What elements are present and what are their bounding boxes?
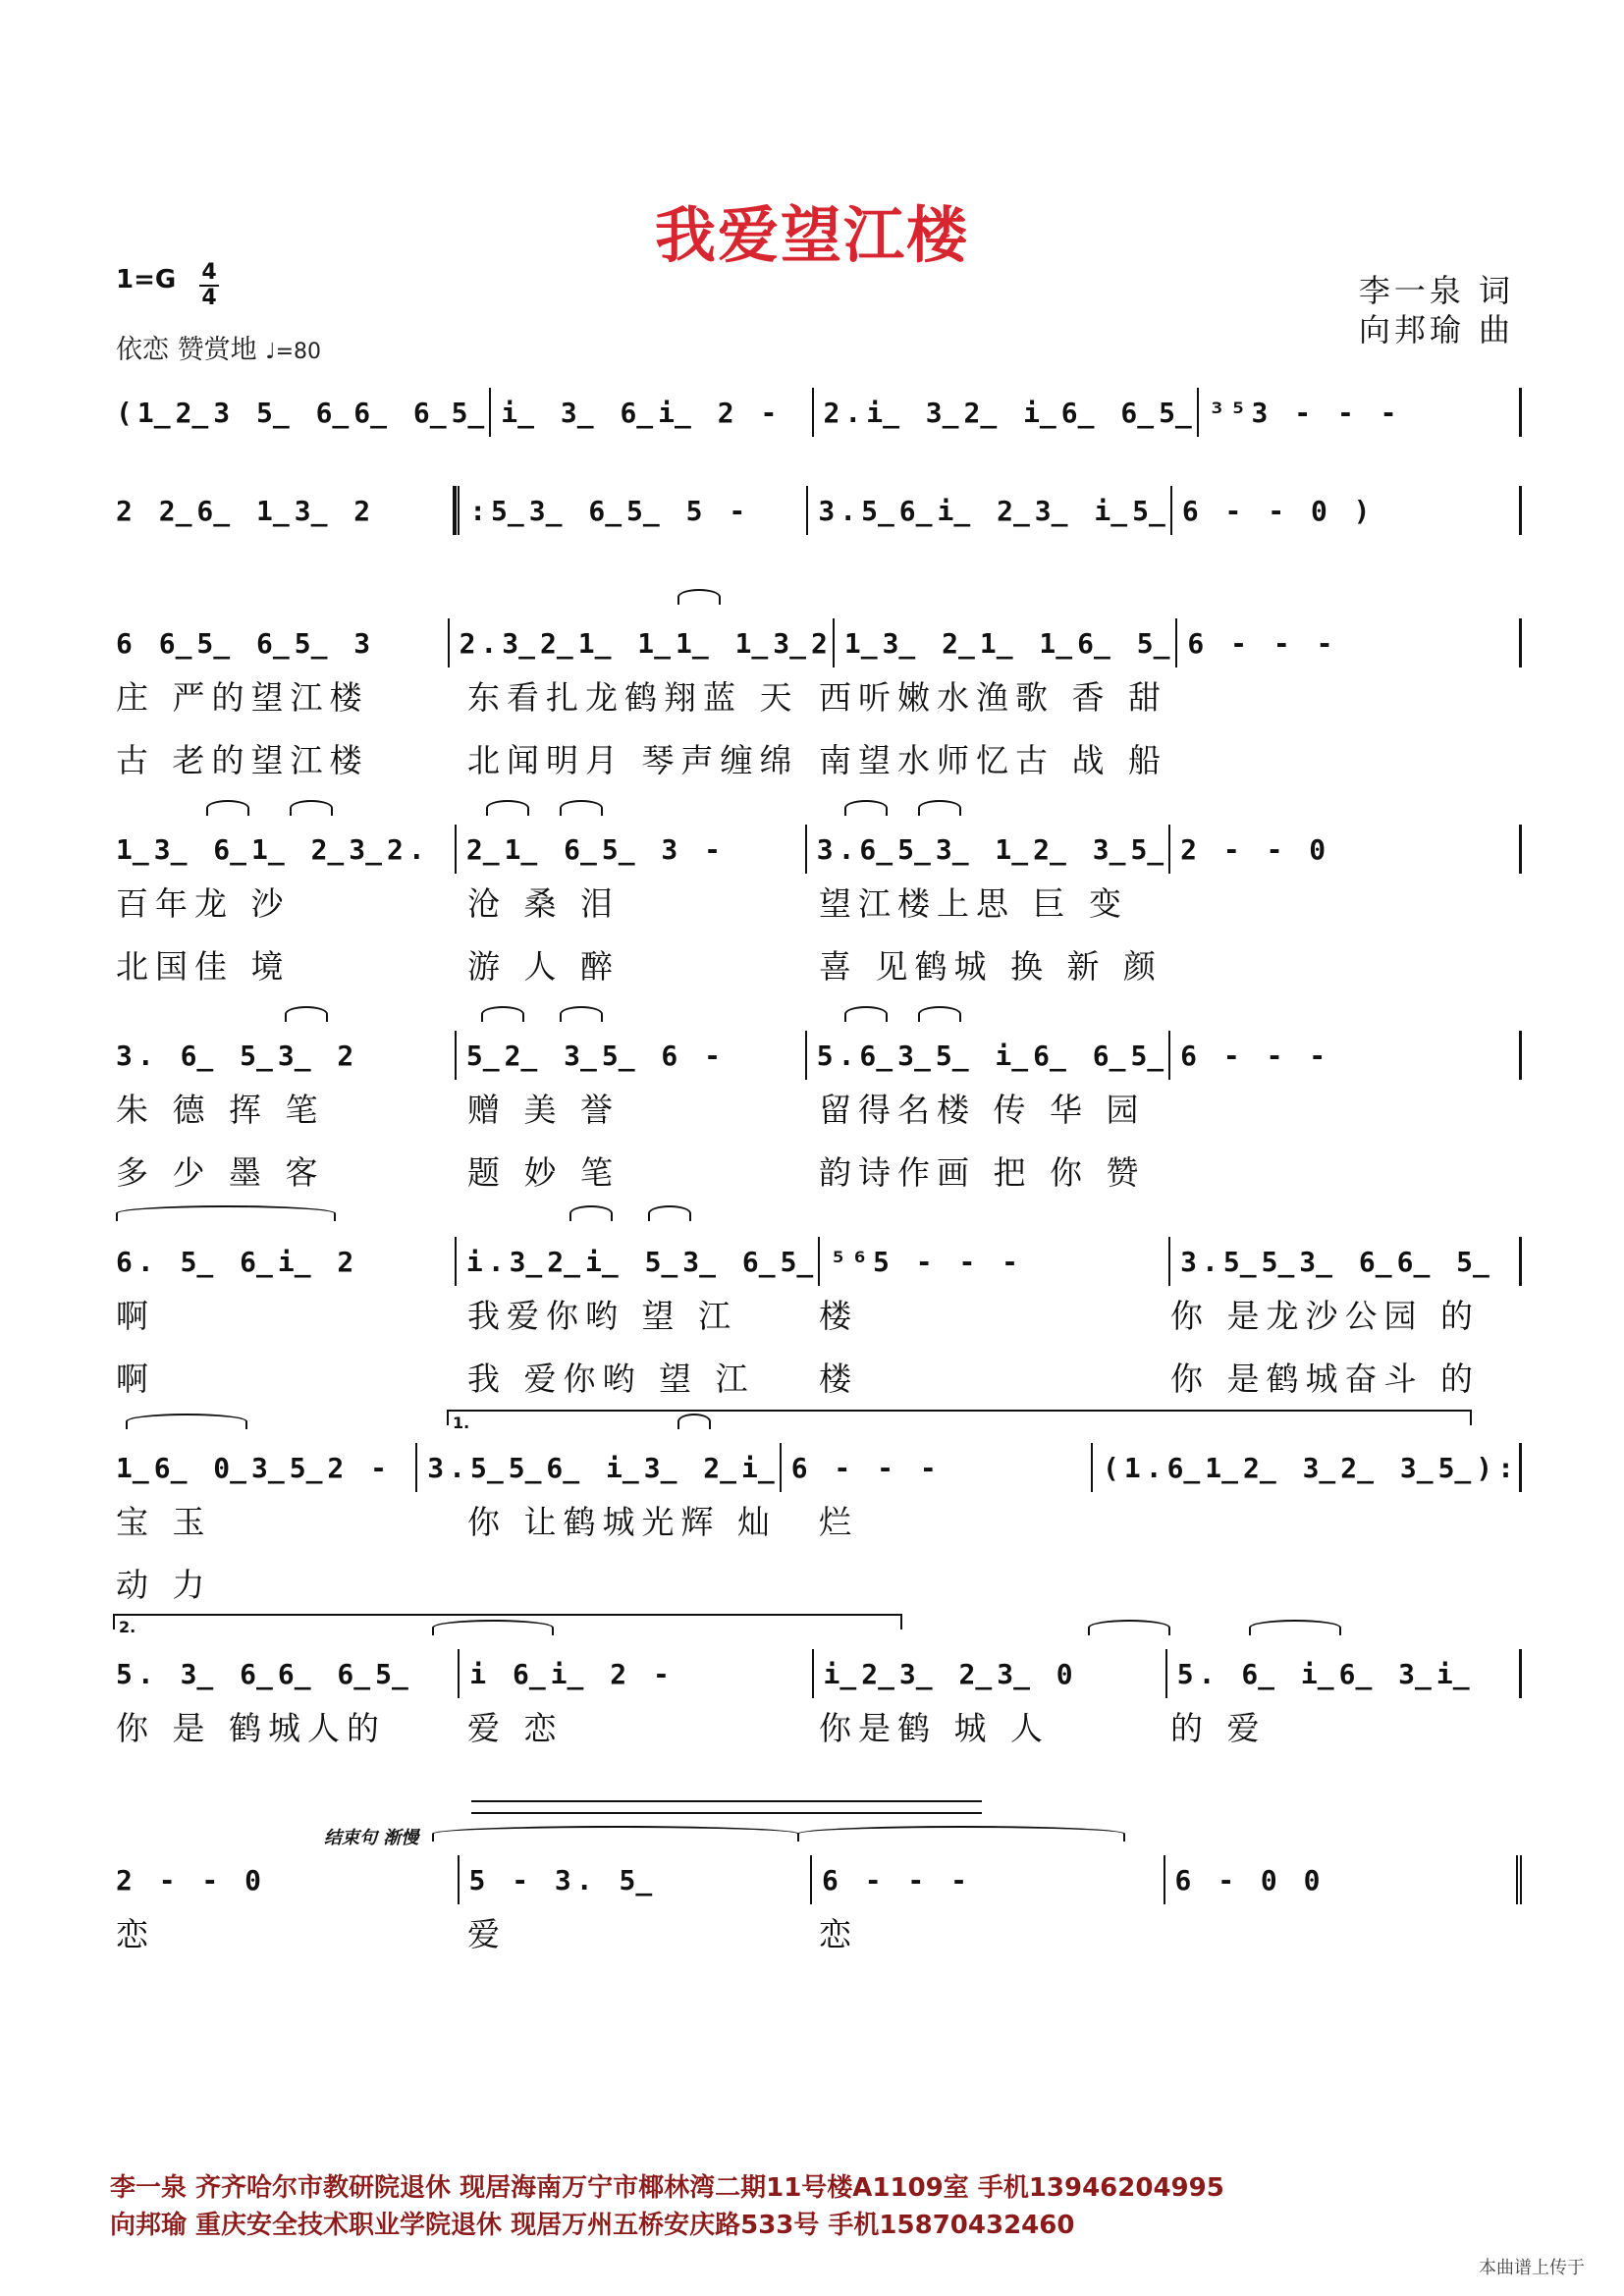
measure: 3.6̲5̲3̲ 1̲2̲ 3̲5̲: [807, 825, 1170, 874]
slur-mark: [432, 1826, 799, 1842]
measure: i̲2̲3̲ 2̲3̲ 0: [814, 1649, 1167, 1698]
lyric-line: [116, 880, 1522, 923]
slur-mark: [285, 1006, 328, 1022]
score-system: [116, 1649, 1522, 1747]
measure: 6 - - -: [1170, 1031, 1522, 1080]
measure: 5.6̲3̲5̲ i̲6̲ 6̲5̲: [807, 1031, 1170, 1080]
measure: 2 - - 0: [116, 1855, 460, 1904]
lyric-segment: 楼: [819, 1296, 858, 1335]
measure: 1̲3̲ 2̲1̲ 1̲6̲ 5̲: [835, 618, 1178, 667]
notation-row: [116, 1031, 1522, 1080]
lyric-segment: 爱: [467, 1914, 507, 1953]
lyric-segment: 北国佳 境: [116, 946, 291, 986]
lyric-segment: 你 是鹤城奋斗 的: [1170, 1359, 1480, 1398]
composer-credit: 向邦瑜 曲: [1358, 311, 1514, 348]
slur-mark: [569, 1205, 613, 1221]
lyric-line: [116, 942, 1522, 986]
measure: 5. 6̲ i̲6̲ 3̲i̲: [1167, 1649, 1522, 1698]
song-title: 我爱望江楼: [654, 199, 969, 271]
lyric-segment: 恋: [116, 1914, 155, 1953]
volta-bracket: [113, 1614, 902, 1629]
decrescendo-mark: [471, 1800, 982, 1814]
score-system: [116, 1031, 1522, 1192]
lyric-segment: 楼: [819, 1359, 858, 1398]
slur-mark: [648, 1205, 691, 1221]
measure: 6. 5̲ 6̲i̲ 2: [116, 1237, 457, 1286]
notation-row: [116, 618, 1522, 667]
measure: 2.i̲ 3̲2̲ i̲6̲ 6̲5̲: [814, 388, 1199, 437]
measure: 6 - 0 0: [1165, 1855, 1523, 1904]
slur-mark: [844, 1006, 888, 1022]
measure: 1̲6̲ 0̲3̲5̲2 -: [116, 1443, 417, 1492]
measure: 6 - - -: [1177, 618, 1522, 667]
measure: 1̲3̲ 6̲1̲ 2̲3̲2.: [116, 825, 457, 874]
lyric-segment: 赠 美 誉: [467, 1090, 620, 1129]
lyric-segment: 你是鹤 城 人: [819, 1708, 1050, 1747]
measure: 3.5̲6̲i̲ 2̲3̲ i̲5̲: [808, 486, 1171, 535]
lyric-segment: 的 爱: [1170, 1708, 1267, 1747]
lyric-segment: 韵诗作画 把 你 赞: [819, 1152, 1146, 1192]
volta-label: 2.: [119, 1618, 136, 1636]
lyric-line: [116, 1498, 1522, 1541]
measure: ³⁵3 - - -: [1199, 388, 1522, 437]
slur-mark: [290, 800, 333, 816]
measure: 5. 3̲ 6̲6̲ 6̲5̲: [116, 1649, 460, 1698]
lyric-segment: 南望水师忆古 战 船: [819, 740, 1167, 779]
measure: i 6̲i̲ 2 -: [460, 1649, 813, 1698]
key-signature: 1=G: [116, 265, 177, 294]
lyric-line: [116, 1086, 1522, 1129]
slur-mark: [918, 1006, 961, 1022]
measure: 6 - - -: [812, 1855, 1165, 1904]
volta-label: 1.: [453, 1414, 470, 1432]
slur-mark: [560, 800, 603, 816]
lyric-segment: 我 爱你哟 望 江: [467, 1359, 755, 1398]
measure: 6 - - -: [782, 1443, 1093, 1492]
slur-mark: [116, 1205, 336, 1221]
footer-composer-info: 向邦瑜 重庆安全技术职业学院退休 现居万州五桥安庆路533号 手机15870432460: [110, 2211, 1075, 2240]
lyric-segment: 古 老的望江楼: [116, 740, 369, 779]
lyric-segment: 啊: [116, 1359, 155, 1398]
tempo-marking: ♩=80: [265, 340, 321, 364]
lyric-line: [116, 673, 1522, 717]
measure: 5̲2̲ 3̲5̲ 6 -: [457, 1031, 807, 1080]
credits: [1359, 271, 1514, 349]
lyric-segment: 东看扎龙鹤翔蓝 天: [467, 677, 799, 717]
measure: 3.5̲5̲3̲ 6̲6̲ 5̲: [1170, 1237, 1522, 1286]
measure: (1̲2̲3 5̲ 6̲6̲ 6̲5̲: [116, 388, 491, 437]
lyric-segment: 宝 玉: [116, 1502, 212, 1541]
expression-marking: [116, 328, 321, 366]
slur-mark: [1088, 1620, 1170, 1635]
slur-mark: [206, 800, 249, 816]
lyric-segment: 百年龙 沙: [116, 883, 291, 923]
lyric-segment: 留得名楼 传 华 园: [819, 1090, 1146, 1129]
lyric-segment: 望江楼上思 巨 变: [819, 883, 1128, 923]
measure: 2 - - 0: [1170, 825, 1522, 874]
slur-mark: [918, 800, 961, 816]
measure: 2 2̲6̲ 1̲3̲ 2: [116, 486, 455, 535]
measure: :5̲3̲ 6̲5̲ 5 -: [455, 486, 808, 535]
lyric-line: [116, 736, 1522, 779]
lyric-segment: 啊: [116, 1296, 155, 1335]
upload-watermark: 本曲谱上传于: [1479, 2258, 1585, 2278]
slur-mark: [1249, 1620, 1341, 1635]
slur-mark: [486, 800, 529, 816]
score-system: [116, 825, 1522, 986]
score-system: [116, 1237, 1522, 1398]
measure: i̲ 3̲ 6̲i̲ 2 -: [491, 388, 813, 437]
measure: 2̲1̲ 6̲5̲ 3 -: [457, 825, 807, 874]
time-top: 4: [201, 260, 217, 285]
slur-mark: [844, 800, 888, 816]
score-system: [116, 1855, 1522, 1953]
expression-text: 依恋 赞赏地: [116, 335, 257, 365]
measure: 5 - 3. 5̲: [460, 1855, 813, 1904]
notation-row: [116, 1649, 1522, 1698]
measure: 6 6̲5̲ 6̲5̲ 3: [116, 618, 450, 667]
score-system: [116, 1443, 1522, 1604]
lyric-segment: 烂: [819, 1502, 858, 1541]
lyric-segment: 你 是 鹤城人的: [116, 1708, 386, 1747]
notation-row: [116, 388, 1522, 437]
measure: ⁵⁶5 - - -: [820, 1237, 1170, 1286]
measure: (1.6̲1̲2̲ 3̲2̲ 3̲5̲):: [1093, 1443, 1522, 1492]
time-signature: [196, 261, 222, 310]
footer-lyricist-info: 李一泉 齐齐哈尔市教研院退休 现居海南万宁市椰林湾二期11号楼A1109室 手机13946204995: [110, 2173, 1224, 2203]
slur-mark: [126, 1414, 247, 1429]
lyric-segment: 北闻明月 琴声缠绵: [467, 740, 799, 779]
measure: 3. 6̲ 5̲3̲ 2: [116, 1031, 457, 1080]
lyricist-credit: 李一泉 词: [1358, 272, 1514, 309]
time-bottom: 4: [201, 286, 217, 310]
lyric-segment: 庄 严的望江楼: [116, 677, 369, 717]
lyric-segment: 沧 桑 泪: [467, 883, 620, 923]
volta-bracket: [447, 1410, 1472, 1425]
lyric-segment: 我爱你哟 望 江: [467, 1296, 737, 1335]
lyric-segment: 喜 见鹤城 换 新 颜: [819, 946, 1163, 986]
measure: i.3̲2̲i̲ 5̲3̲ 6̲5̲: [457, 1237, 820, 1286]
lyric-segment: 动 力: [116, 1565, 212, 1604]
lyric-segment: 恋: [819, 1914, 858, 1953]
lyric-line: [116, 1561, 1522, 1604]
lyric-segment: 你 是龙沙公园 的: [1170, 1296, 1480, 1335]
lyric-segment: 你 让鹤城光辉 灿: [467, 1502, 777, 1541]
ending-direction: 结束句 渐慢: [324, 1828, 419, 1848]
lyric-segment: 爱 恋: [467, 1708, 564, 1747]
notation-row: [116, 1855, 1522, 1904]
lyric-segment: 西听嫩水渔歌 香 甜: [819, 677, 1167, 717]
slur-mark: [560, 1006, 603, 1022]
lyric-line: [116, 1355, 1522, 1398]
footer: [110, 2169, 1224, 2244]
score-system: [116, 618, 1522, 779]
score-system: [116, 388, 1522, 437]
slur-mark: [677, 589, 721, 605]
notation-row: [116, 1237, 1522, 1286]
measure: 3.5̲5̲6̲ i̲3̲ 2̲i̲: [417, 1443, 781, 1492]
score-system: [116, 486, 1522, 535]
lyric-segment: 多 少 墨 客: [116, 1152, 325, 1192]
lyric-segment: 朱 德 挥 笔: [116, 1090, 325, 1129]
notation-row: [116, 486, 1522, 535]
lyric-line: [116, 1292, 1522, 1335]
lyric-line: [116, 1910, 1522, 1953]
measure: 6 - - 0 ): [1172, 486, 1522, 535]
notation-row: [116, 825, 1522, 874]
notation-row: [116, 1443, 1522, 1492]
lyric-segment: 题 妙 笔: [467, 1152, 620, 1192]
slur-mark: [481, 1006, 524, 1022]
lyric-line: [116, 1148, 1522, 1192]
slur-mark: [797, 1826, 1125, 1842]
lyric-line: [116, 1704, 1522, 1747]
measure: 2.3̲2̲1̲ 1̲1̲ 1̲3̲2: [450, 618, 835, 667]
lyric-segment: 游 人 醉: [467, 946, 620, 986]
